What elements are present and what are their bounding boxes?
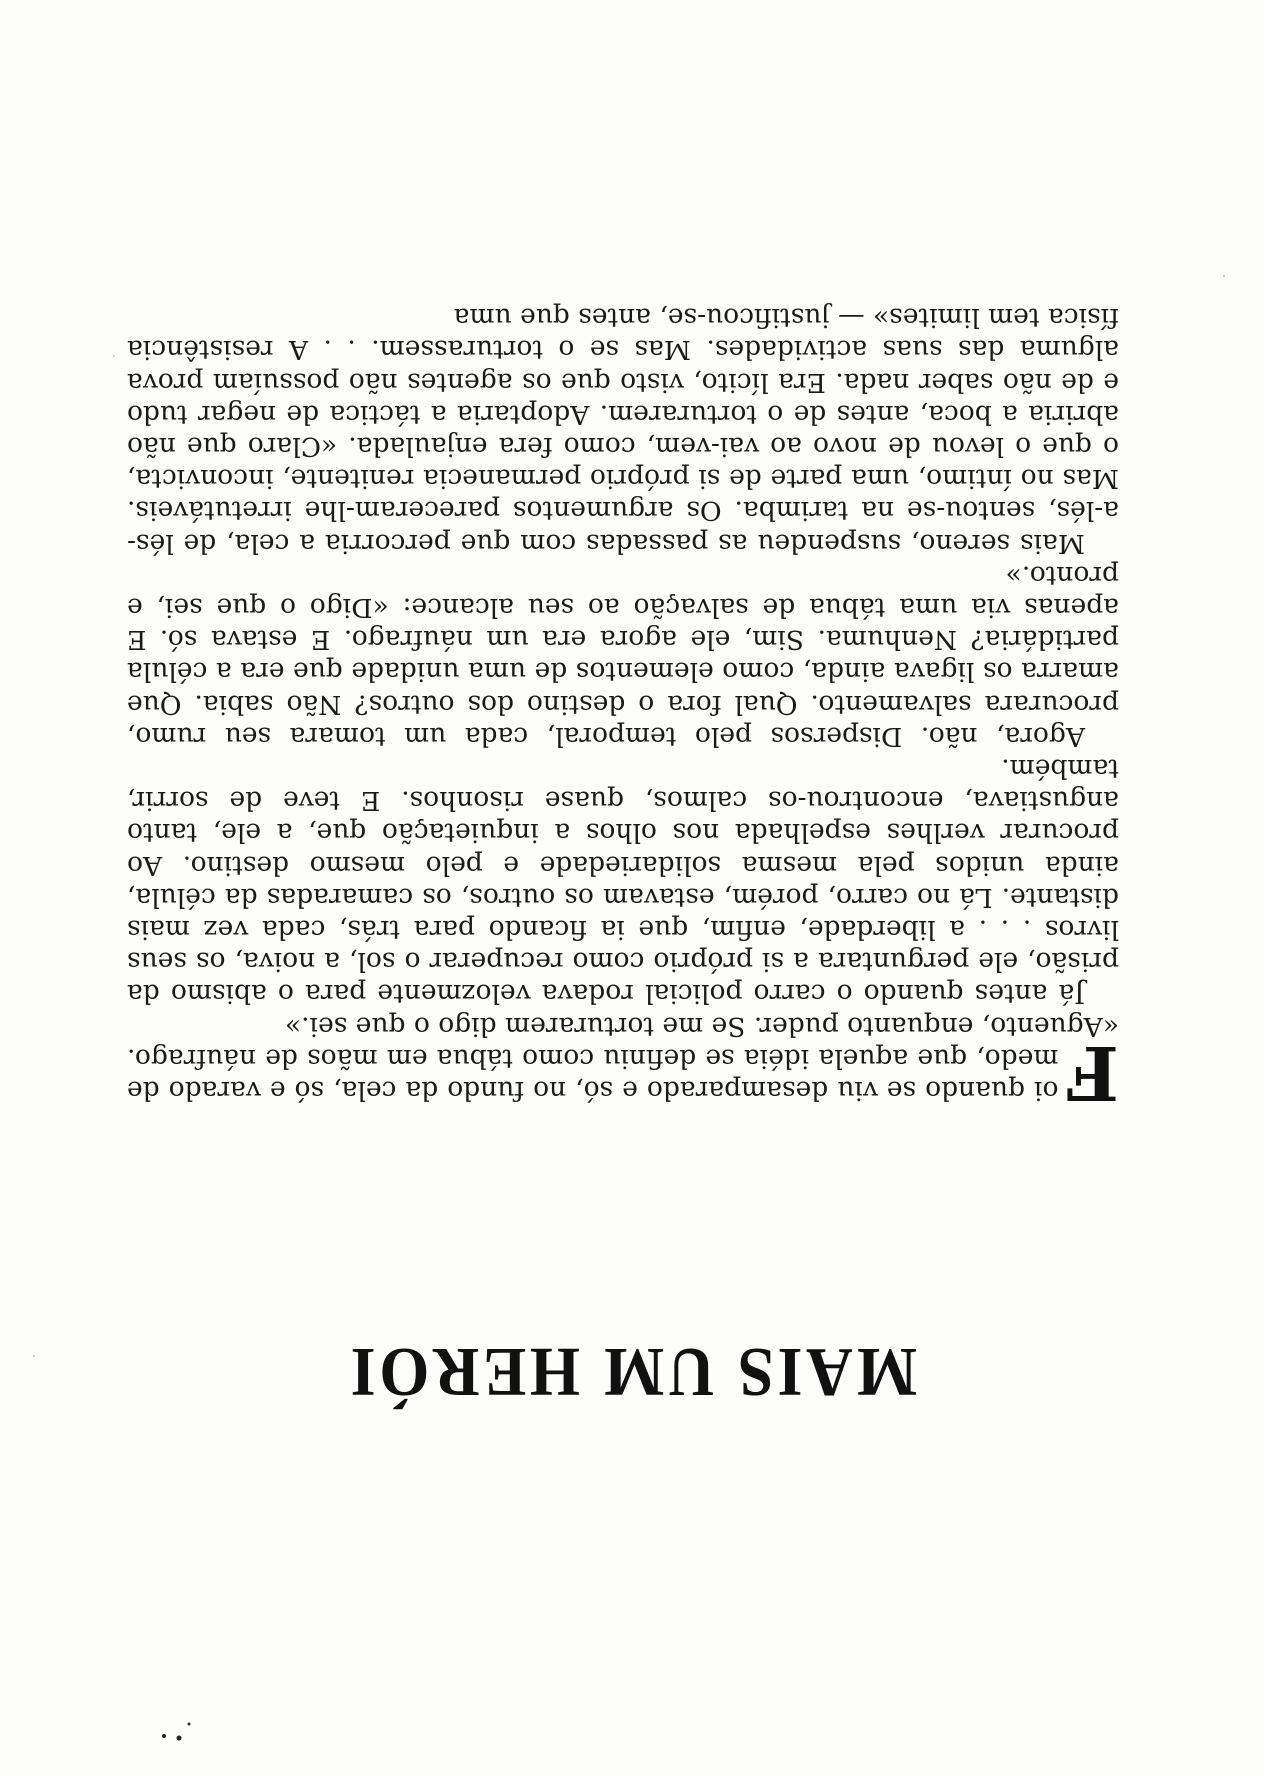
body-text <box>127 301 1119 1115</box>
paragraph-1 <box>127 1009 1119 1115</box>
page-title: MAIS UM HERÓI <box>346 1333 918 1410</box>
paragraph-1-text: oi quando se viu desamparado e só, no fundo da cela, só e varado de medo, que aquela idéia se definiu como tábua em mãos de náufrago. «Aguento, enquanto puder. Se me torturarem digo o que sei.» <box>127 1010 1119 1106</box>
paragraph-3: Agora, não. Dispersos pelo temporal, cada um tomara seu rumo, procurara salvamento. Qual fora o destino dos outros? Não sabia. Que amarra os ligava ainda, como elementos de uma unidade que era a célula partidária? Nenhuma. Sim, ele agora era um náufrago. E estava só. E apenas via uma tábua de salvação ao seu alcance: «Digo o que sei, e pronto.» <box>127 559 1119 752</box>
paragraph-2: Já antes quando o carro policial rodava velozmente para o abismo da prisão, ele perguntara a si próprio como recuperar o sol, a noiva, os seus livros . . . a liberdade, enfim, que ia ficando para trás, cada vez mais distante. Lá no carro, porém, estavam os outros, os camaradas da célula, ainda unidos pela mesma solidariedade e pelo mesmo destino. Ao procurar verlhes espelhada nos olhos a inquietação que, a ele, tanto angustiava, encontrou-os calmos, quase risonhos. E teve de sorrir, também. <box>127 752 1119 1010</box>
paragraph-4: Mais sereno, suspendeu as passadas com que percorria a cela, de lés-a-lés, sentou-se na tarimba. Os argumentos pareceram-lhe irretutáveis. Mas no íntimo, uma parte de si próprio permanecia renitente, inconvicta, o que o levou de novo ao vai-vem, como fera enjaulada. «Claro que não abriria a boca, antes de o torturarem. Adoptaria a táctica de negar tudo e de não saber nada. Era lícito, visto que os agentes não possuíam prova alguma das suas actividades. Mas se o torturassem. . . A resistência física tem limites» — justificou-se, antes que uma <box>127 302 1119 559</box>
drop-cap: F <box>1066 1029 1119 1115</box>
